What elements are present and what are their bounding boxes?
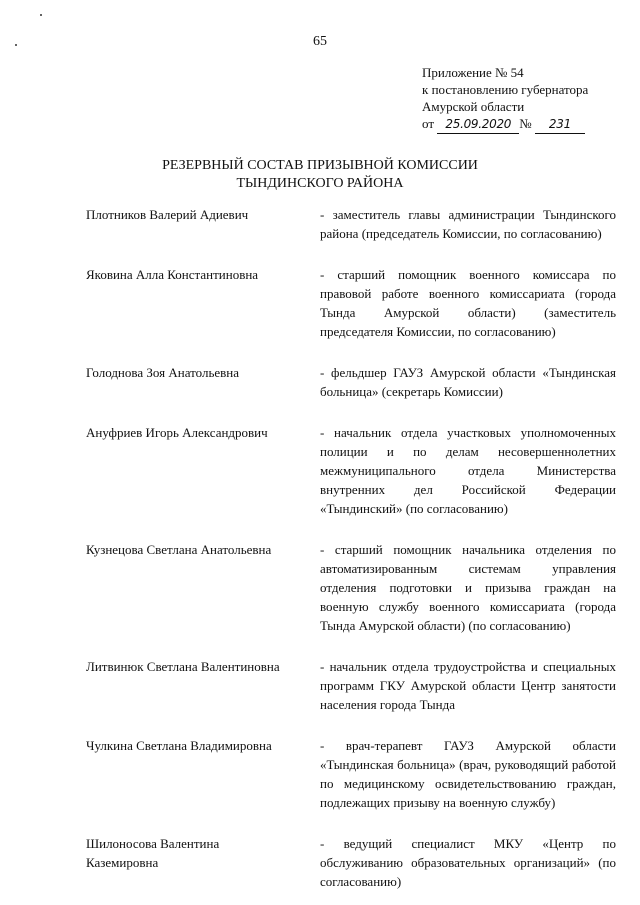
member-row: [86, 657, 626, 714]
annex-block: [422, 64, 637, 134]
member-role: - заместитель главы администрации Тындинского района (председатель Комиссии, по согласованию): [320, 207, 616, 241]
member-row: [86, 363, 626, 401]
page-number: 65: [313, 34, 327, 49]
date-prefix: от: [422, 116, 435, 131]
members-list: [86, 205, 626, 891]
member-name: Яковина Алла Константиновна: [86, 267, 259, 282]
scan-speck: [40, 14, 42, 16]
member-row: [86, 834, 626, 891]
member-name: Кузнецова Светлана Анатольевна: [86, 542, 272, 557]
member-row: [86, 205, 626, 243]
member-name: Чулкина Светлана Владимировна: [86, 738, 272, 753]
member-role: - старший помощник военного комиссара по правовой работе военного комиссариата (города Тында Амурской области) (заместитель председателя Комиссии, по согласованию): [320, 267, 616, 339]
annex-ref: к постановлению губернатора: [422, 82, 589, 97]
member-name: Литвинюк Светлана Валентиновна: [86, 659, 280, 674]
member-row: [86, 736, 626, 812]
title-line-1: РЕЗЕРВНЫЙ СОСТАВ ПРИЗЫВНОЙ КОМИССИИ: [162, 158, 478, 173]
handwritten-date: 25.09.2020: [437, 116, 519, 134]
title-line-2: ТЫНДИНСКОГО РАЙОНА: [236, 176, 404, 191]
member-role: - врач-терапевт ГАУЗ Амурской области «Тындинская больница» (врач, руководящий работой по медицинскому освидетельствованию граждан, подлежащих призыву на военную службу): [320, 738, 616, 810]
member-role: - старший помощник начальника отделения по автоматизированным системам управления отделения подготовки и призыва граждан на военную службу военного комиссариата (города Тында Амурской области) (по согласованию): [320, 542, 616, 633]
member-row: [86, 540, 626, 635]
annex-date-line: [422, 115, 637, 134]
annex-region: Амурской области: [422, 99, 525, 114]
annex-title: Приложение № 54: [422, 65, 524, 80]
member-name: Шилоносова Валентина Каземировна: [86, 836, 220, 870]
member-name: Голоднова Зоя Анатольевна: [86, 365, 240, 380]
document-title: [0, 157, 640, 193]
member-row: [86, 265, 626, 341]
member-role: - фельдшер ГАУЗ Амурской области «Тындинская больница» (секретарь Комиссии): [320, 365, 616, 399]
number-prefix: №: [519, 116, 532, 131]
member-row: [86, 423, 626, 518]
member-name: Ануфриев Игорь Александрович: [86, 425, 268, 440]
member-role: - начальник отдела участковых уполномоченных полиции и по делам несовершеннолетних межмуниципального отдела Министерства внутренних дел Российской Федерации «Тындинский» (по согласованию): [320, 425, 616, 516]
member-role: - ведущий специалист МКУ «Центр по обслуживанию образовательных организаций» (по согласованию): [320, 836, 616, 889]
handwritten-number: 231: [535, 116, 585, 134]
member-role: - начальник отдела трудоустройства и специальных программ ГКУ Амурской области Центр занятости населения города Тында: [320, 659, 616, 712]
member-name: Плотников Валерий Адиевич: [86, 207, 249, 222]
